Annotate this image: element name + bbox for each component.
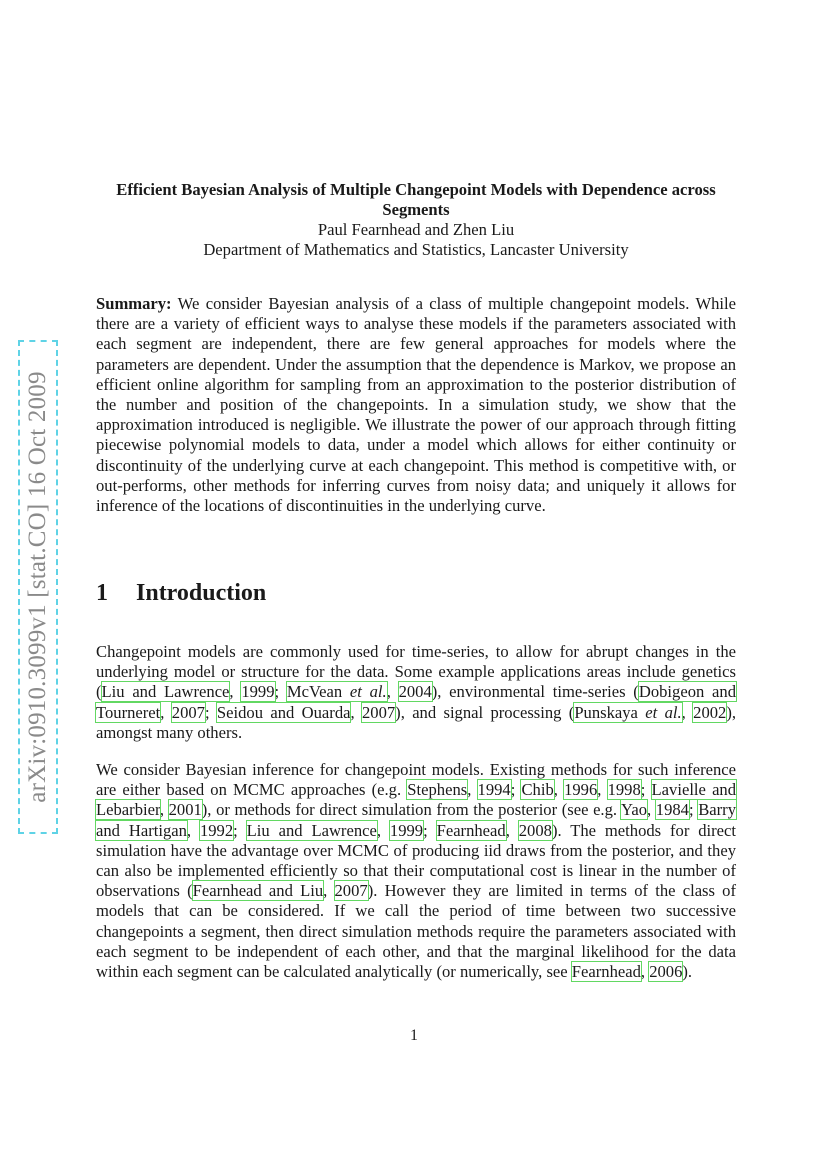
citation-link[interactable] [287, 682, 387, 701]
section-number: 1 [96, 580, 108, 606]
citation-link[interactable]: 1984 [655, 800, 689, 820]
citation-link[interactable]: 2004 [398, 682, 432, 702]
paper-affiliation: Department of Mathematics and Statistics, Lancaster University [203, 240, 629, 259]
text-run: , [553, 780, 565, 800]
text-run: ; [510, 780, 522, 800]
citation-link[interactable]: 2007 [171, 702, 205, 722]
citation-link[interactable]: 1998 [607, 780, 641, 800]
text-run: ; [640, 780, 652, 800]
citation-link[interactable]: Fearnhead and Liu [192, 881, 324, 901]
text-run: ). However they are limited in terms of the class of models that can be considered. If we call the period of time between two successive changepoints a segment, then direct simulation methods require the parameters associated with each segment to be independent of each other, and that the marginal likelihood for the data within each segment can be calculated analytically (or numerically, see [96, 881, 737, 982]
paper-title: Efficient Bayesian Analysis of Multiple Changepoint Models with Dependence across Segments [116, 180, 716, 219]
citation-link[interactable]: Lavielle and Lebarbier [96, 780, 737, 820]
citation-link[interactable] [574, 703, 681, 722]
section-title: Introduction [136, 580, 267, 606]
citation-link[interactable]: Fearnhead [571, 962, 641, 982]
text-run: , [467, 780, 478, 800]
text-run: ; [233, 820, 247, 840]
summary-text: We consider Bayesian analysis of a class of multiple changepoint models. While there are a variety of efficient ways to analyse these models if the parameters associated with each segment are independent, there are few general approaches for models where the parameters are dependent. Under the assumption that the dependence is Markov, we propose an efficient online algorithm for sampling from an approximation to the posterior distribution of the number and position of the changepoints. In a simulation study, we show that the approximation introduced is negligible. We illustrate the power of our approach through fitting piecewise polynomial models to data, under a model which allows for either continuity or discontinuity of the underlying curve at each changepoint. This method is competitive with, or out-performs, other methods for inferring curves from noisy data; and uniquely it allows for inference of the locations of discontinuities in the underlying curve. [96, 294, 736, 516]
citation-link[interactable]: Stephens [407, 780, 468, 800]
text-run: , [323, 881, 335, 901]
text-run: ), or methods for direct simulation from the posterior (see e.g. [201, 800, 622, 820]
citation-link[interactable]: Fearnhead [436, 820, 506, 840]
text-run: , [186, 820, 200, 840]
citation-link[interactable]: 2006 [649, 962, 683, 982]
text-run: , [376, 820, 390, 840]
citation-link[interactable]: Liu and Lawrence [101, 682, 230, 702]
text-run: , [386, 682, 399, 702]
citation-link[interactable]: 2002 [693, 702, 727, 722]
text-run: ; [204, 702, 217, 722]
citation-link[interactable]: 1999 [241, 682, 275, 702]
citation-link[interactable]: 2007 [361, 702, 396, 722]
text-run: , [350, 702, 362, 722]
text-run: , [505, 820, 519, 840]
text-run: , [597, 780, 608, 800]
text-run: ). The methods for direct simulation have the advantage over MCMC of producing iid draws from the posterior, and they can also be implemented efficiently so that their computational cost is linear in the number of observations ( [96, 820, 737, 901]
text-run: We consider Bayesian inference for changepoint models. Existing methods for such inference are either based on MCMC approaches (e.g. [96, 760, 736, 800]
text-run: ; [423, 820, 437, 840]
text-run: , [647, 800, 656, 820]
citation-link[interactable]: Barry and Hartigan [96, 800, 736, 840]
page-number: 1 [410, 1027, 418, 1044]
citation-link[interactable]: 2008 [518, 820, 552, 840]
text-run: , [640, 962, 650, 982]
summary-label: Summary: [96, 294, 172, 313]
citation-author: Punskaya [574, 702, 646, 722]
text-run: ). [682, 962, 693, 982]
citation-etal: et al. [645, 702, 682, 722]
citation-link[interactable]: 1992 [199, 820, 234, 840]
citation-link[interactable]: 1996 [564, 780, 598, 800]
intro-paragraph-2 [96, 760, 736, 982]
citation-link[interactable]: 1994 [477, 780, 511, 800]
text-run: ), environmental time-series ( [431, 682, 639, 702]
text-run: ; [274, 682, 287, 702]
text-run: , [160, 702, 172, 722]
summary-paragraph [96, 294, 736, 516]
text-run: , [681, 702, 694, 722]
text-run: , [229, 682, 242, 702]
title-block [96, 180, 736, 260]
section-heading-introduction [96, 580, 266, 607]
citation-link[interactable]: Chib [521, 780, 554, 800]
citation-link[interactable]: 2001 [168, 800, 202, 820]
citation-etal: et al. [349, 682, 387, 702]
text-run: Changepoint models are commonly used for time-series, to allow for abrupt changes in the underlying model or structure for the data. Some example applications areas include genetics ( [96, 642, 736, 702]
intro-paragraph-1 [96, 642, 736, 743]
text-run: ), and signal processing ( [395, 702, 575, 722]
citation-link[interactable]: 2007 [334, 881, 368, 901]
arxiv-stamp-text: arXiv:0910.3099v1 [stat.CO] 16 Oct 2009 [24, 371, 51, 803]
citation-link[interactable]: 1999 [389, 820, 424, 840]
text-run: ; [688, 800, 699, 820]
text-run: ), amongst many others. [96, 702, 737, 742]
paper-authors: Paul Fearnhead and Zhen Liu [317, 220, 515, 239]
citation-author: McVean [286, 682, 350, 702]
citation-link[interactable]: Yao [621, 800, 648, 820]
text-run: , [159, 800, 169, 820]
citation-link[interactable]: Dobigeon and Tourneret [96, 682, 736, 722]
citation-link[interactable]: Seidou and Ouarda [216, 702, 351, 722]
citation-link[interactable]: Liu and Lawrence [246, 820, 377, 840]
